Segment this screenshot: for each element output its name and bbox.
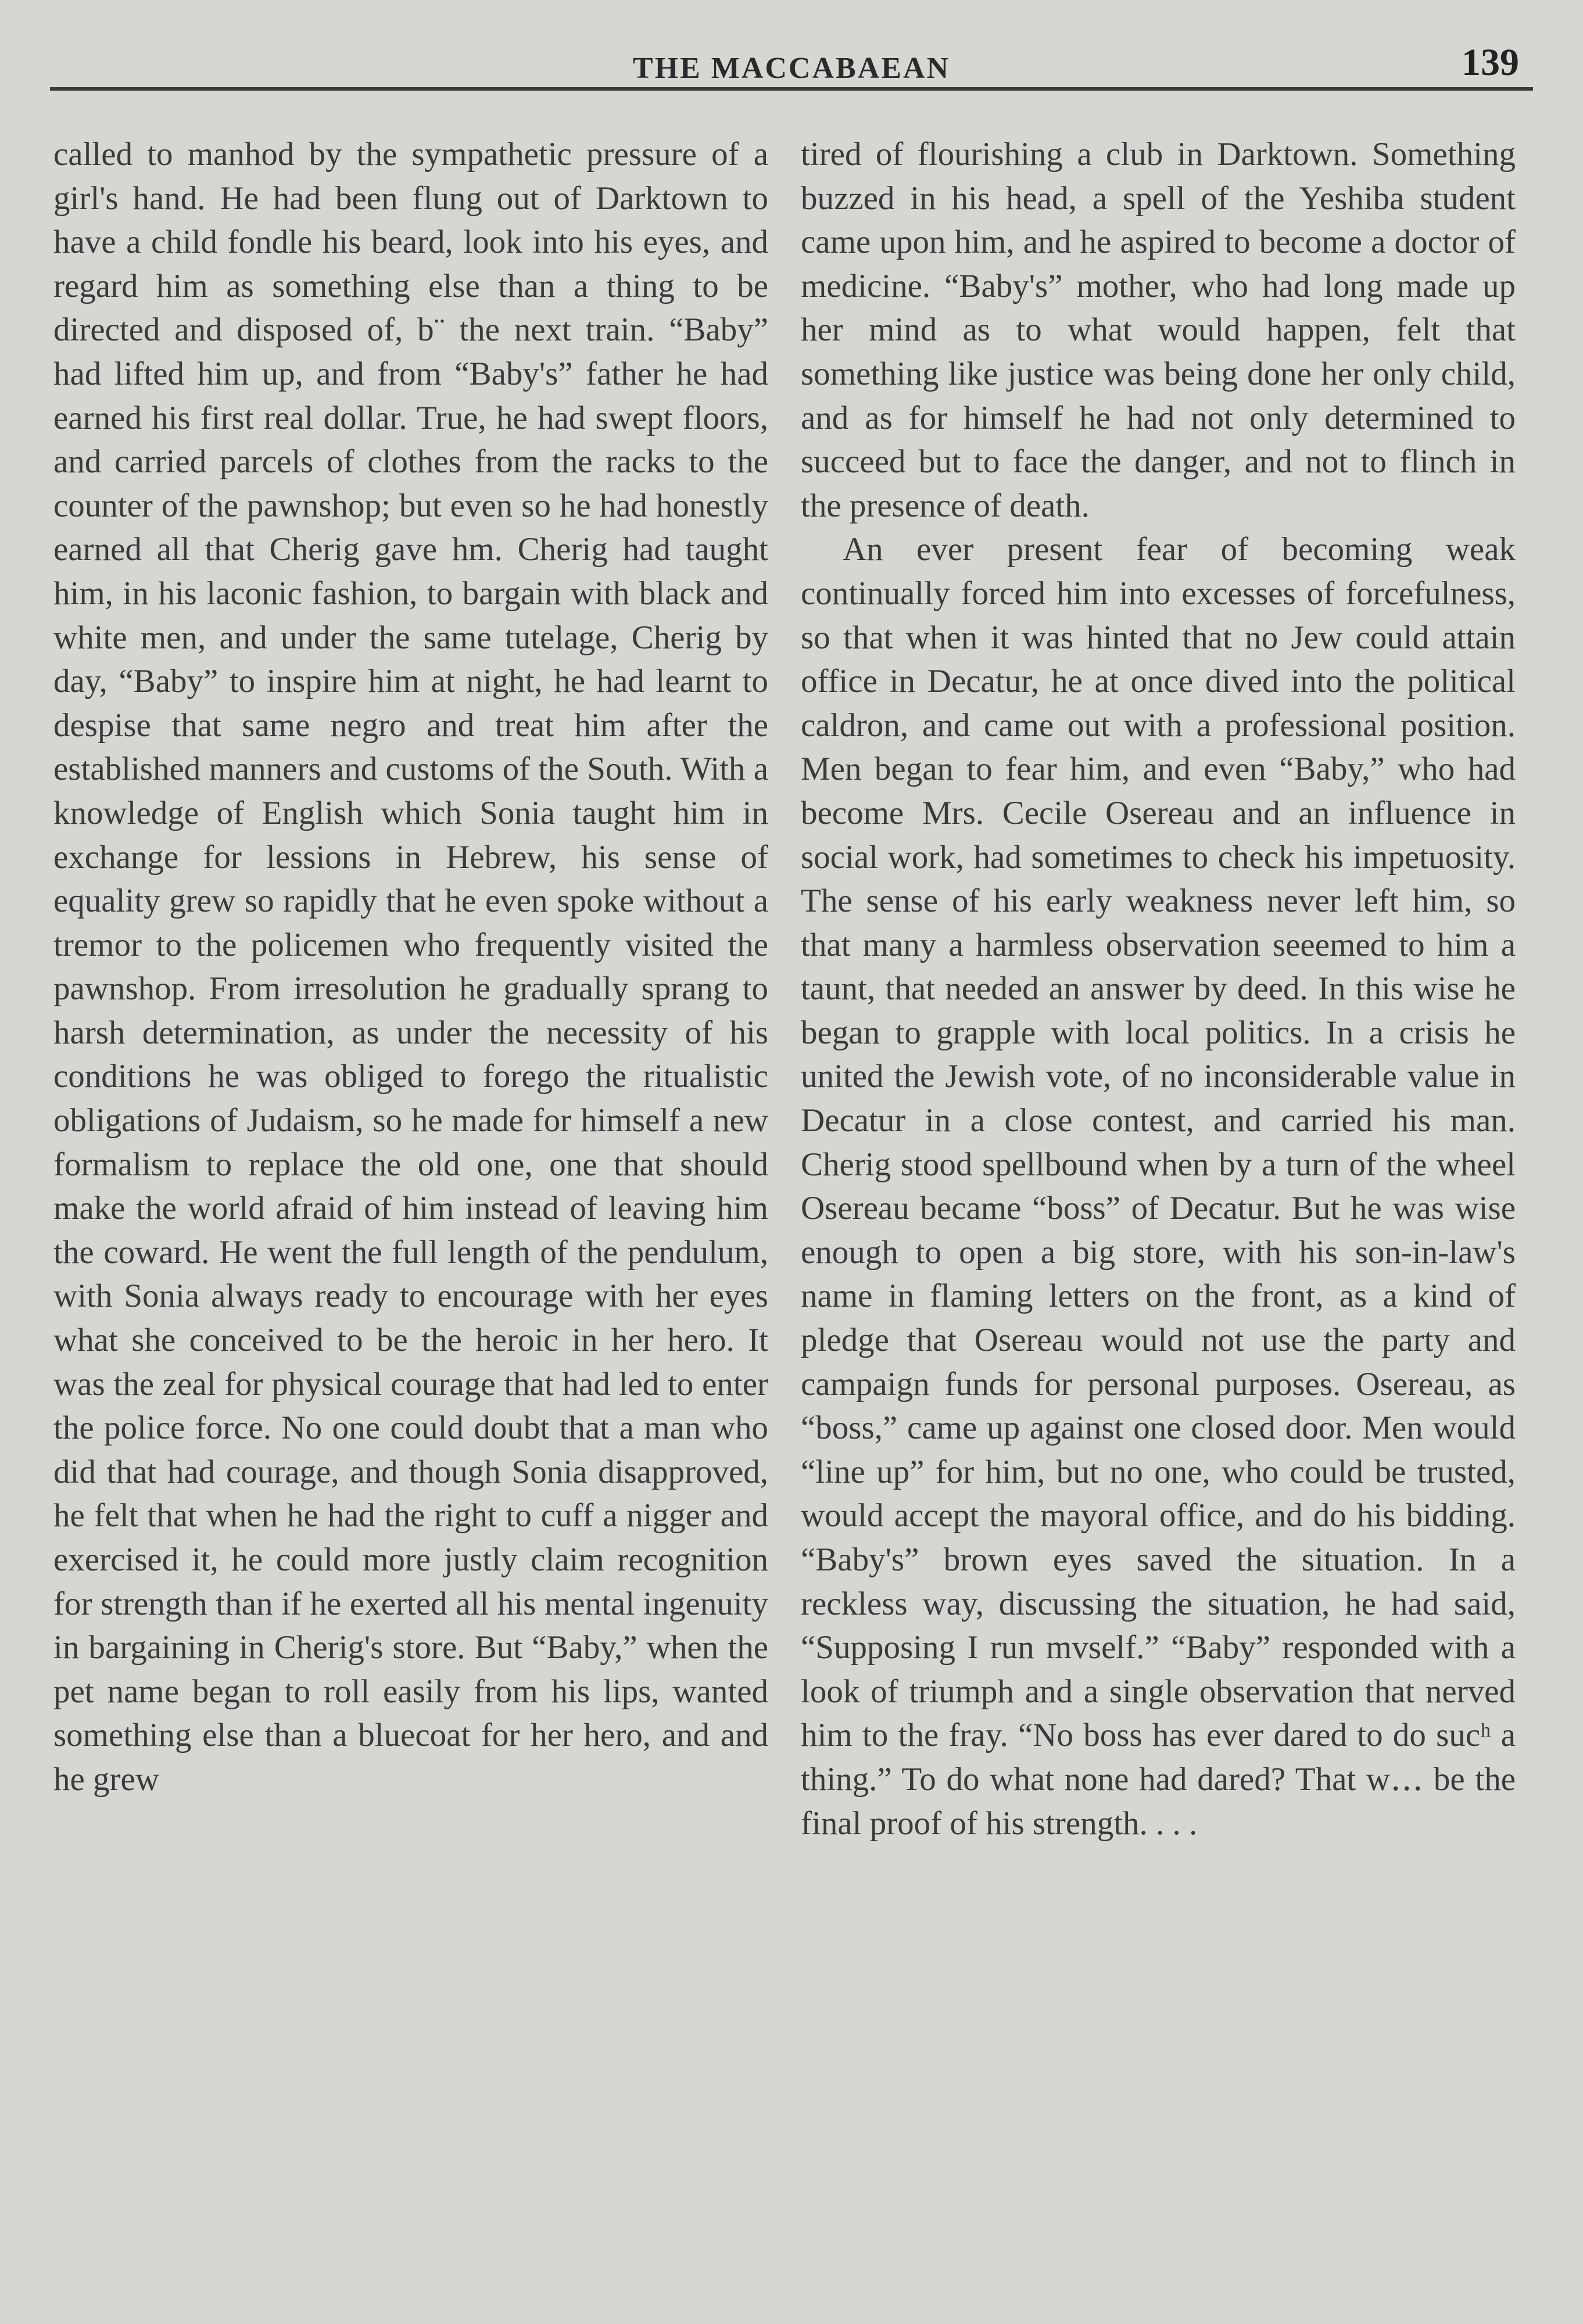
header-rule (50, 87, 1533, 91)
page-header (50, 41, 1533, 92)
left-column-paragraph: called to manhod by the sympathetic pressure of a girl's hand. He had been flung out of Darktown to have a child fondle his beard, look into his eyes, and regard him as something else than a thing to be directed and disposed of, b¨ the next train. “Baby” had lifted him up, and from “Baby's” father he had earned his first real dollar. True, he had swept floors, and carried parcels of clothes from the racks to the counter of the pawnshop; but even so he had honestly earned all that Cherig gave hm. Cherig had taught him, in his laconic fashion, to bargain with black and white men, and under the same tutelage, Cherig by day, “Baby” to inspire him at night, he had learnt to despise that same negro and treat him after the established manners and customs of the South. With a knowledge of English which Sonia taught him in exchange for lessions in Hebrew, his sense of equality grew so rapidly that he even spoke without a tremor to the policemen who frequently visited the pawnshop. From irresolution he gradually sprang to harsh determination, as under the necessity of his conditions he was obliged to forego the ritualistic obligations of Judaism, so he made for himself a new formalism to replace the old one, one that should make the world afraid of him instead of leaving him the coward. He went the full length of the pendulum, with Sonia always ready to encourage with her eyes what she conceived to be the heroic in her hero. It was the zeal for physical courage that had led to enter the police force. No one could doubt that a man who did that had courage, and though Sonia disapproved, he felt that when he had the right to cuff a nigger and exercised it, he could more justly claim recognition for strength than if he exerted all his mental ingenuity in bargaining in Cherig's store. But “Baby,” when the pet name began to roll easily from his lips, wanted something else than a bluecoat for her hero, and and he grew (53, 136, 768, 1798)
page-number: 139 (1462, 41, 1519, 84)
left-column (53, 132, 768, 1802)
right-column-paragraph-2: An ever present fear of becoming weak continually forced him into excesses of forcefulness, so that when it was hinted that no Jew could attain office in Decatur, he at once dived into the political caldron, and came out with a professional position. Men began to fear him, and even “Baby,” who had become Mrs. Cecile Osereau and an influence in social work, had sometimes to check his impetuosity. The sense of his early weakness never left him, so that many a harmless observation seeemed to him a taunt, that needed an answer by deed. In this wise he began to grapple with local politics. In a crisis he united the Jewish vote, of no inconsiderable value in Decatur in a close contest, and carried his man. Cherig stood spellbound when by a turn of the wheel Osereau became “boss” of Decatur. But he was wise enough to open a big store, with his son-in-law's name in flaming letters on the front, as a kind of pledge that Osereau would not use the party and campaign funds for personal purposes. Osereau, as “boss,” came up against one closed door. Men would “line up” for him, but no one, who could be trusted, would accept the mayoral office, and do his bidding. “Baby's” brown eyes saved the situation. In a reckless way, discussing the situation, he had said, “Supposing I run mvself.” “Baby” responded with a look of triumph and a single observation that nerved him to the fray. “No boss has ever dared to do sucʰ a thing.” To do what none had dared? That w‥․ be the final proof of his strength. . . . (801, 531, 1516, 1842)
right-column-paragraph-1: tired of flourishing a club in Darktown. Something buzzed in his head, a spell of the Yeshiba student came upon him, and he aspired to become a doctor of medicine. “Baby's” mother, who had long made up her mind as to what would happen, felt that something like justice was being done her only child, and as for himself he had not only determined to succeed but to face the danger, and not to flinch in the presence of death. (801, 136, 1516, 524)
right-column (801, 132, 1516, 1845)
running-title: THE MACCABAEAN (632, 52, 951, 85)
